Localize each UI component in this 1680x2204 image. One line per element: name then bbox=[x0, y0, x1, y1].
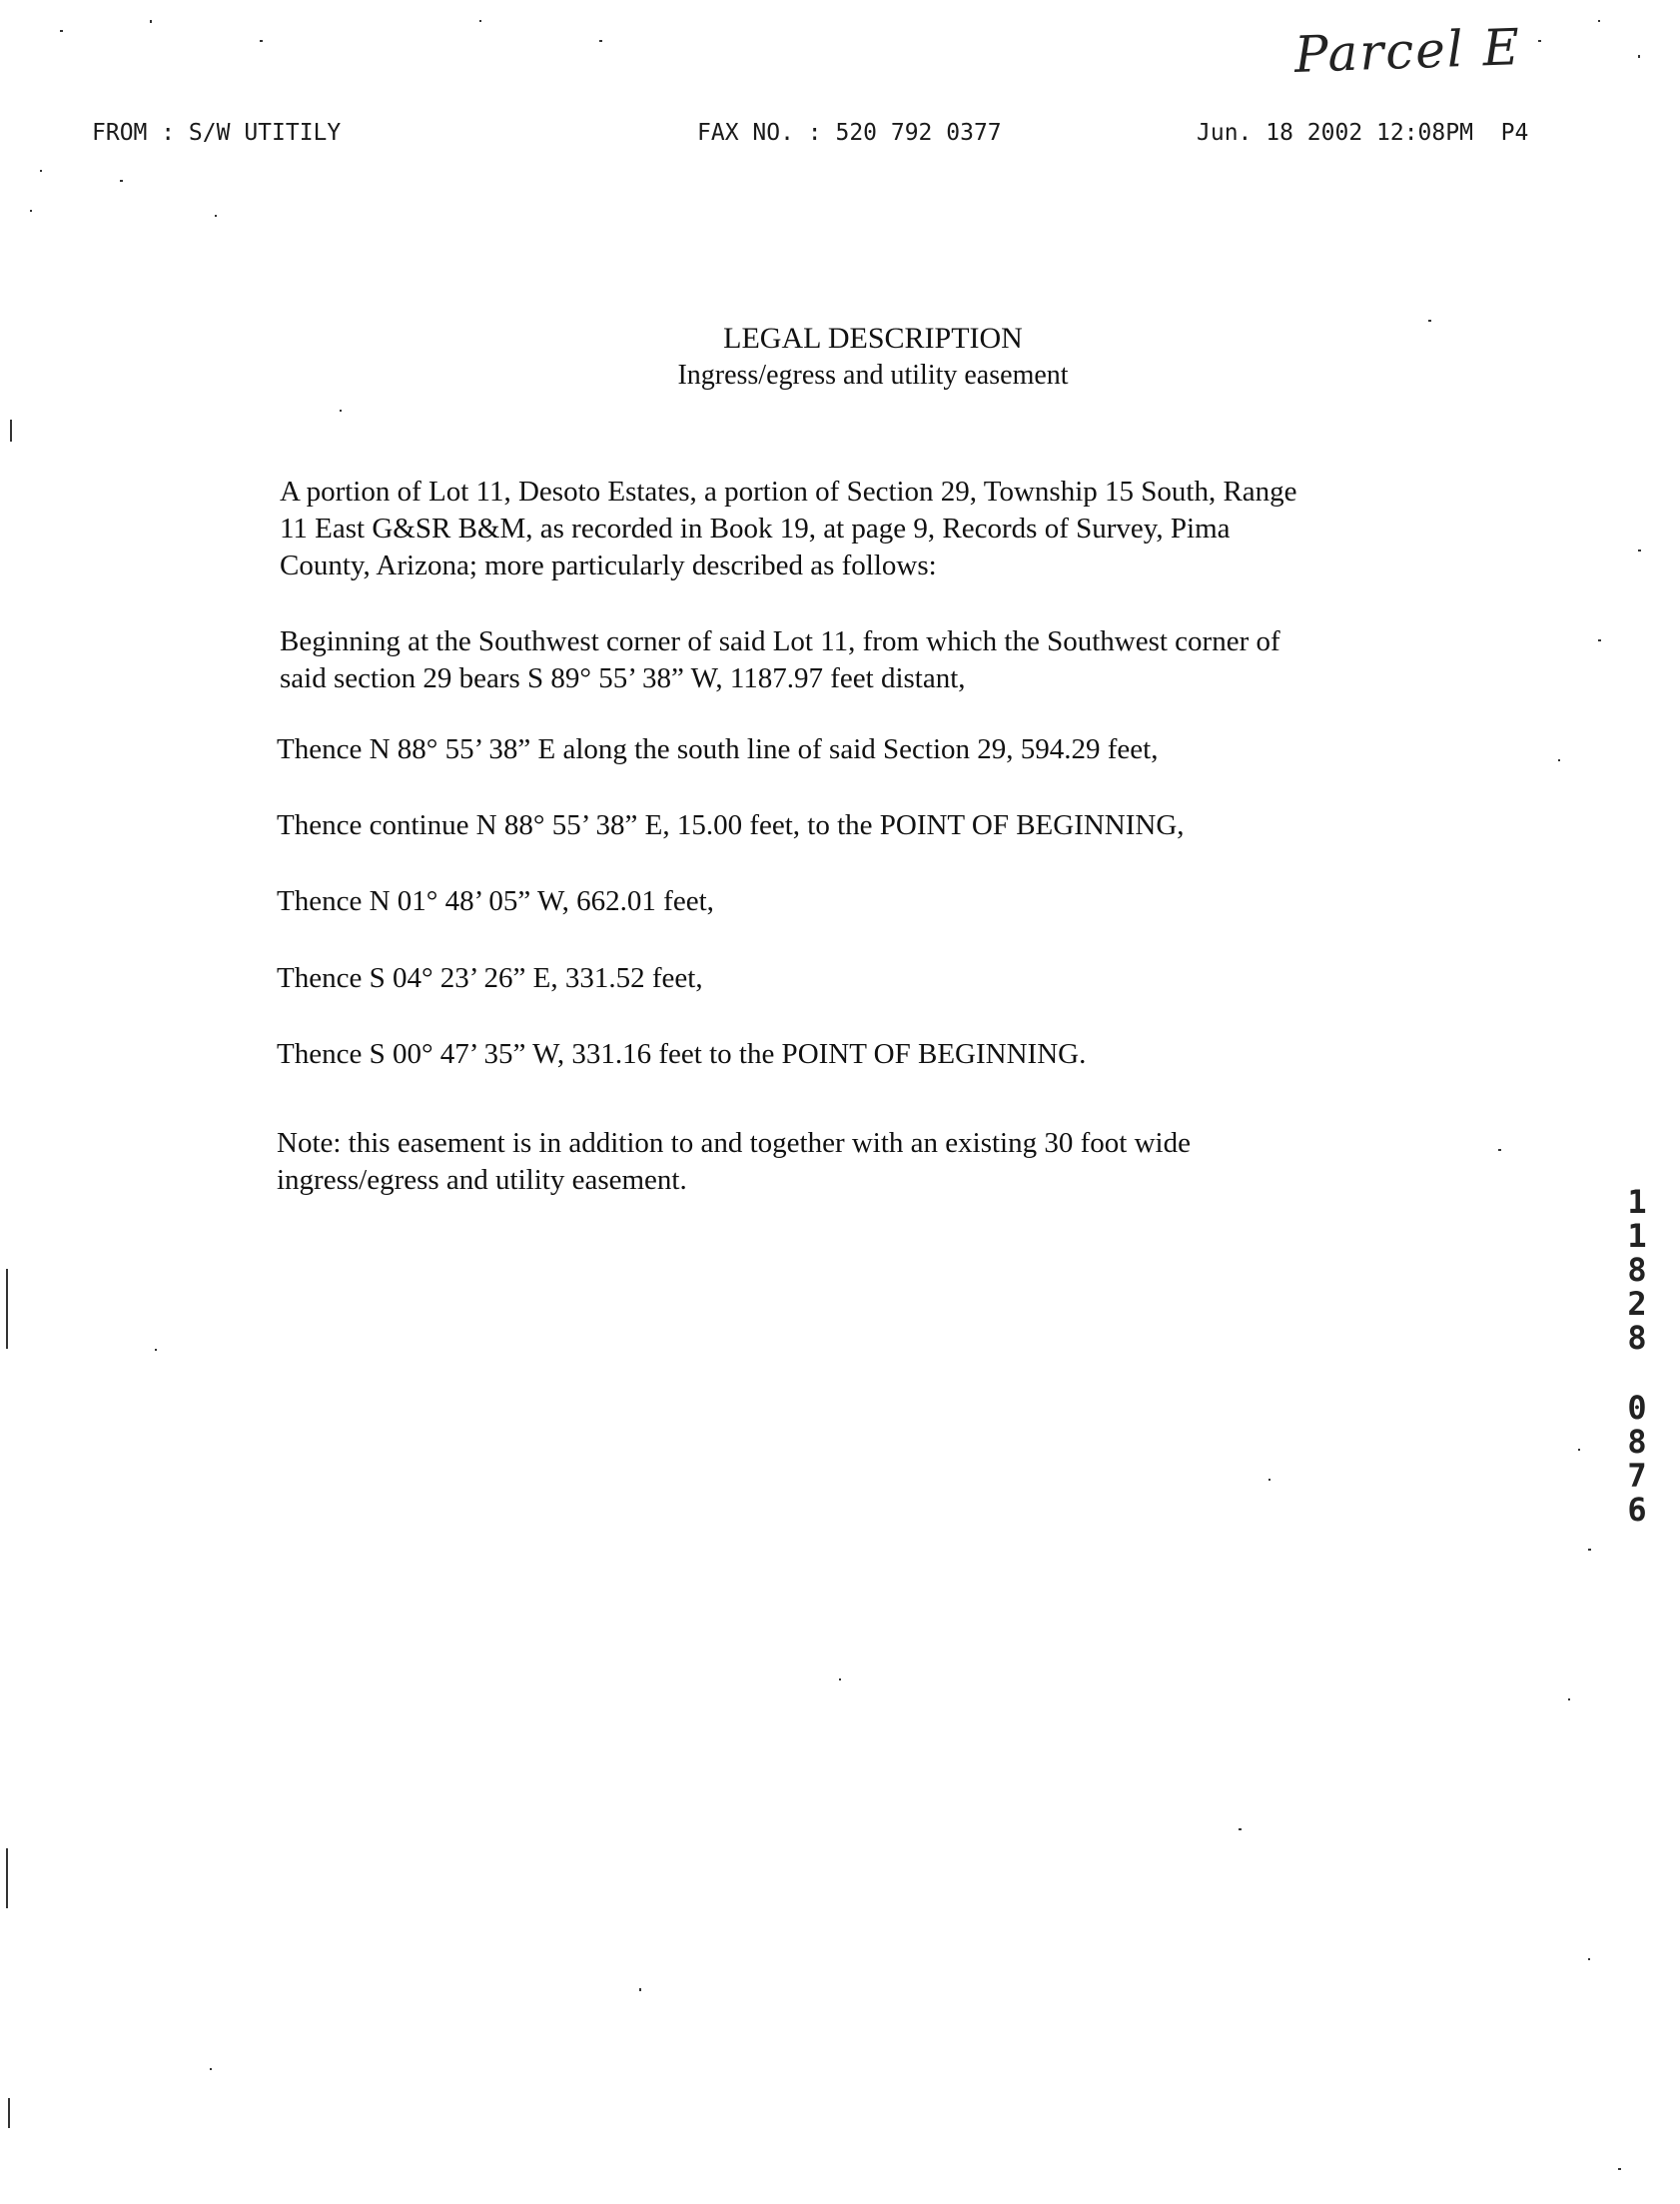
stamp-digit: 2 bbox=[1627, 1285, 1647, 1323]
stamp-digit: 8 bbox=[1627, 1423, 1647, 1461]
stamp-digit: 8 bbox=[1627, 1319, 1647, 1357]
stamp-digit: 0 bbox=[1627, 1389, 1647, 1427]
fax-header bbox=[0, 120, 1680, 150]
fax-date bbox=[1197, 120, 1528, 146]
beginning-paragraph: Beginning at the Southwest corner of said Lot 11, from which the Southwest corner of said section 29 bears S 89° 55’ 38” W, 1187.97 feet distant, bbox=[280, 625, 1280, 694]
course-line: Thence N 88° 55’ 38” E along the south line of said Section 29, 594.29 feet, bbox=[277, 733, 1159, 765]
stamp-digit: 1 bbox=[1627, 1183, 1647, 1221]
stamp-digit: 6 bbox=[1627, 1491, 1647, 1529]
course-line: Thence S 00° 47’ 35” W, 331.16 feet to the POINT OF BEGINNING. bbox=[277, 1038, 1087, 1070]
document-subtitle: Ingress/egress and utility easement bbox=[677, 360, 1069, 391]
fax-from: FROM : S/W UTITILY bbox=[92, 120, 342, 146]
document-title: LEGAL DESCRIPTION bbox=[723, 322, 1023, 355]
stamp-digit: 8 bbox=[1627, 1251, 1647, 1289]
stamp-digit: 1 bbox=[1627, 1217, 1647, 1255]
course-line: Thence continue N 88° 55’ 38” E, 15.00 feet, to the POINT OF BEGINNING, bbox=[277, 809, 1185, 841]
course-line: Thence N 01° 48’ 05” W, 662.01 feet, bbox=[277, 885, 714, 917]
note-paragraph: Note: this easement is in addition to and together with an existing 30 foot wide ingress/egress and utility easement. bbox=[277, 1127, 1191, 1196]
fax-date-text: Jun. 18 2002 12:08PM bbox=[1197, 120, 1473, 146]
intro-paragraph: A portion of Lot 11, Desoto Estates, a portion of Section 29, Township 15 South, Range 11 East G&SR B&M, as recorded in Book 19, at page 9, Records of Survey, Pima County, Arizona; more particularly described as follows: bbox=[280, 476, 1297, 581]
stamp-digit: 7 bbox=[1627, 1457, 1647, 1495]
recording-book-stamp bbox=[1620, 1185, 1654, 1355]
recording-page-stamp bbox=[1620, 1391, 1654, 1527]
handwritten-parcel-label: Parcel E bbox=[1293, 18, 1523, 84]
course-line: Thence S 04° 23’ 26” E, 331.52 feet, bbox=[277, 962, 703, 994]
fax-number: FAX NO. : 520 792 0377 bbox=[697, 120, 1002, 146]
fax-page: P4 bbox=[1500, 120, 1529, 146]
